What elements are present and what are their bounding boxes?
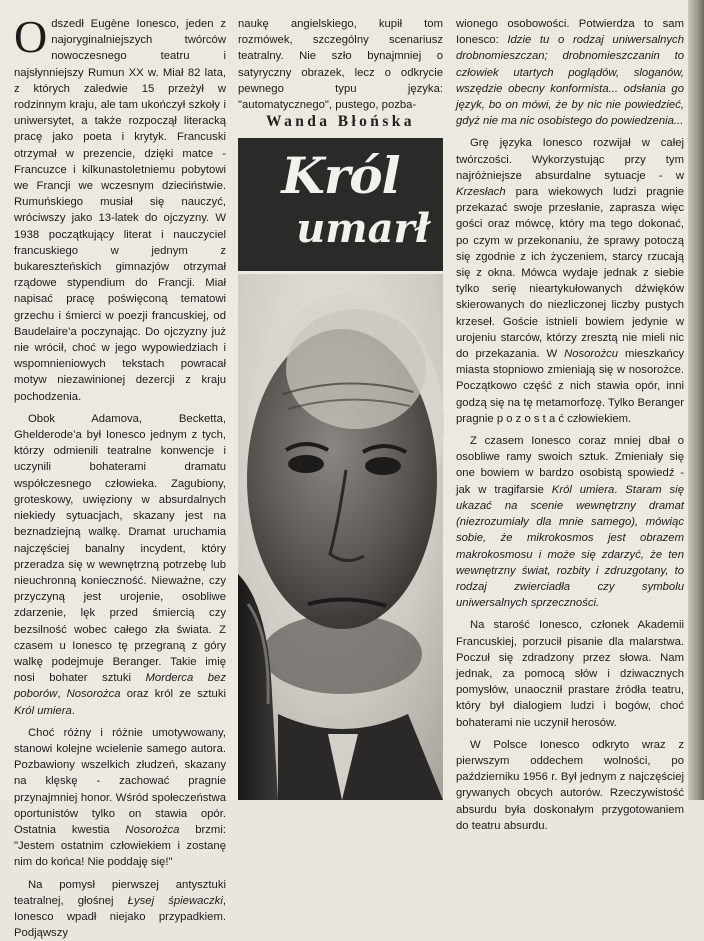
paragraph-text: Na pomysł pierwszej antysztuki teatralnej, głośnej	[14, 878, 226, 907]
quote-text: Staram się ukazać na scenie wewnętrzny dramat (niezrozumiały dla mnie samego), mówiąc sobie, że mikrokosmos jest obrazem makrokosmosu i może się zdarzyć, że ten wewnętrzny świat, rozbity i zdruzgotany, to rodzaj zwierciadła czy symbolu uniwersalnych sprzeczności.	[456, 483, 684, 610]
title-box	[238, 138, 443, 271]
quote-text: Idzie tu o rodzaj uniwersalnych drobnomieszczan; drobnomieszczanin to człowiek utartych poglądów, sloganów, wszędzie obecny konformista... odsłania go język, bo on mówi, że by nic nie powiedzieć, gdyż nie ma nic osobistego do powiedzenia...	[456, 34, 684, 128]
paragraph	[14, 877, 226, 941]
play-title: Król umiera	[551, 483, 615, 496]
play-title: Krzesłach	[456, 186, 506, 199]
column-2-text	[238, 16, 443, 113]
paragraph-text: brzmi: "Jestem ostatnim człowiekiem i zostanę nim do końca! Nie poddaję się!"	[14, 823, 226, 869]
page-edge-shadow	[688, 0, 704, 800]
paragraph-text: Z czasem Ionesco coraz mniej dbał o osobliwe ramy swoich sztuk. Zmieniały się one bowiem w bardzo osobistą spowiedź - jak w tragifarsie	[456, 435, 684, 496]
play-title: Nosorożcu	[564, 348, 619, 361]
paragraph-text: naukę angielskiego, kupił tom rozmówek, szczególny scenariusz teatralny. Nie szło bynajmniej o satyryczny obrazek, lecz o odkrycie pewnego typu języka: "automatycznego", pustego, pozba-	[238, 18, 443, 112]
paragraph	[14, 411, 226, 719]
paragraph-text: mieszkańcy miasta stopniowo zmieniają się w nosorożce. Początkowo część z nich stawia opór, inni godzą się na tę metamorfozę. Tylko Beranger pragnie p o z o s t a ć człowiekiem.	[456, 348, 684, 425]
paragraph-text: .	[71, 704, 75, 717]
paragraph: W Polsce Ionesco odkryto wraz z pierwszym oddechem wolności, po październiku 1956 r. Był jednym z najczęściej grywanych obcych autorów. Rzeczywistość absurdu była doskonałym przygotowaniem do teatru absurdu.	[456, 738, 684, 832]
drop-cap: O	[14, 11, 48, 62]
paragraph-text: Grę języka Ionesco rozwijał w całej twórczości. Wykorzystując przy tym najróżniejsze absurdalne sytuacje - w	[456, 137, 684, 182]
play-title: Łysej śpiewaczki	[127, 894, 223, 907]
author-byline: Wanda Błońska	[266, 113, 415, 130]
paragraph-text: para wiekowych ludzi pragnie przekazać swoje przesłanie, zaprasza więc gości oraz mówcę, który ma tego dokonać, po czym w przekonaniu, że sprawy potoczą się zgodnie z ich życzeniem, starcy rzucają się z okna. Mówca wydaje jednak z siebie tylko serię nieartykułowanych dźwięków skierowanych do niezliczonej liczby pustych krzeseł. Goście istnieli bowiem jedynie w urojeniu starców, którzy zresztą nie mieli nic do przekazania. W	[456, 186, 684, 361]
paragraph	[14, 725, 226, 871]
paragraph	[456, 16, 684, 129]
article-title-line-2: umarł	[296, 205, 430, 252]
paragraph-text: oraz król ze sztuki	[120, 688, 226, 701]
paragraph-text: Choć różny i różnie umotywowany, stanowi kolejne wcielenie samego autora. Pozbawiony wszelkich złudzeń, skazany na klęskę - zachować pragnie przynajmniej honor. Wśród społeczeństwa oportunistów tylko on stawia opór. Ostatnia kwestia	[14, 726, 226, 836]
play-title: Nosorożca	[125, 823, 180, 836]
play-title: Król umiera	[14, 704, 72, 717]
paragraph-text: Obok Adamova, Becketta, Ghelderode’a był Ionesco jednym z tych, którzy odmienili teatralne konwencje i uczynili bohaterami dramatu współczesnego człowieka. Zagubiony, groteskowy, uwięziony w absurdalnych niekiedy sytuacjach, skazany jest na beznadziejną walkę. Dramat uruchamia najczęściej banalny incydent, który przeradza się w wewnętrzną potrzebę lub nieuchronną konieczność. Nieważne, czy przyczyną jest urojenie, osobliwe zdarzenie, lęk przed śmiercią czy bezsilność wobec całego zła świata. Z czasem u Ionesco tę przegraną z góry walkę podejmuje Beranger. Takie imię nosi bohater sztuki	[14, 412, 226, 685]
column-3	[456, 16, 684, 834]
column-1	[14, 11, 226, 941]
paragraph-text: ,	[57, 688, 67, 701]
paragraph-text: , Ionesco wpadł niejako przypadkiem. Podjąwszy	[14, 894, 226, 940]
paragraph	[456, 135, 684, 427]
paragraph-text: wionego osobowości. Potwierdza to sam Ionesco:	[456, 18, 684, 47]
play-title: Morderca bez poborów	[14, 672, 226, 701]
paragraph-text: dszedł Eugène Ionesco, jeden z najoryginalniejszych twórców nowoczesnego teatru i najsłynniejszy Rumun XX w. Miał 82 lata, z których zaledwie 15 przeżył w rodzinnym kraju, ale tam ukończył szkoły i uniwersytet, a także rozpoczął literacką pracę jako poeta i krytyk. Francuski otrzymał w prezencie, dzięki matce - Francuzce i kilkunastoletniemu pobytowi we Francji we wczesnym dzieciństwie. Rumuńskiego musiał się nauczyć, wróciwszy jako 13-latek do ojczyzny. W 1938 początkujący literat i nauczyciel francuskiego w jednym z bukareszteńskich gimnazjów otrzymał rządowe stypendium do Francji. Miał napisać pracę poświęconą tematowi grzechu i śmierci w poezji francuskiej, od Baudelaire’a poczynając. Do ojczyzny już nie wrócił, choć w jego wypowiedziach i wspomnieniowych tekstach powracał motyw niezawinionej dezercji z kraju pochodzenia.	[14, 18, 226, 403]
play-title: Nosorożca	[66, 688, 121, 701]
portrait-photo	[238, 274, 443, 800]
paragraph-text: .	[614, 483, 626, 496]
article-title-line-1: Król	[281, 146, 400, 205]
paragraph	[456, 433, 684, 611]
paragraph	[14, 11, 226, 405]
paragraph: Na starość Ionesco, członek Akademii Francuskiej, porzucił pisanie dla malarstwa. Poczuł się zdradzony przez słowa. Nam jednak, za pomocą słów i dziwacznych pomysłów, unaocznił prastare źródła teatru, który był dialogiem ludzi i bogów, choć bohaterami nie uczynił herosów.	[456, 619, 684, 729]
